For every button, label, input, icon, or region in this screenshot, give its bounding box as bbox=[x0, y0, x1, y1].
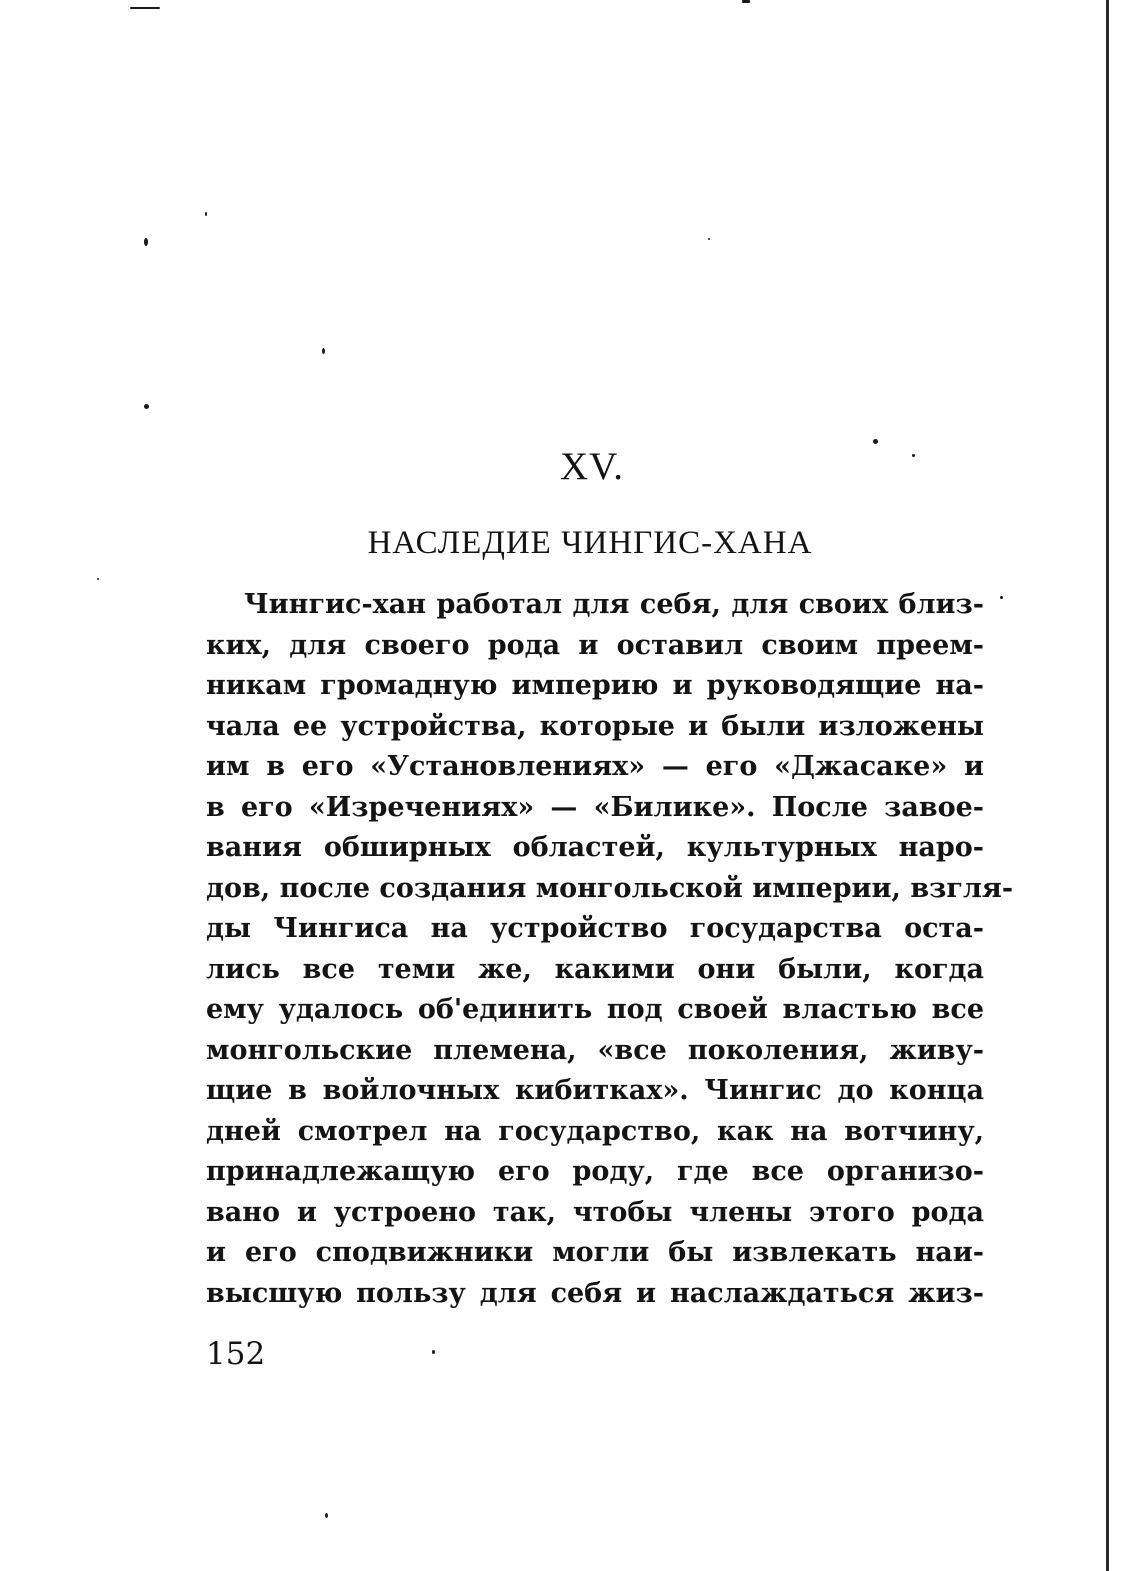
chapter-number: XV. bbox=[559, 445, 625, 488]
chapter-title: НАСЛЕДИЕ ЧИНГИС-ХАНА bbox=[367, 525, 813, 561]
scan-speck bbox=[97, 578, 99, 580]
text-line: лись все теми же, какими они были, когда bbox=[206, 953, 984, 985]
scan-speck bbox=[144, 238, 148, 246]
text-line: щие в войлочных кибитках». Чингис до конца bbox=[206, 1075, 984, 1106]
scan-speck bbox=[742, 0, 750, 3]
scan-speck bbox=[144, 404, 149, 409]
text-line: в его «Изречениях» — «Билике». После завое- bbox=[206, 791, 984, 823]
text-line: им в его «Установлениях» — его «Джасаке» и bbox=[206, 751, 984, 782]
page-number: 152 bbox=[206, 1336, 266, 1372]
scan-speck bbox=[130, 7, 160, 9]
text-line: чала ее устройства, которые и были изложены bbox=[206, 710, 984, 742]
text-line: ды Чингиса на устройство государства оста- bbox=[206, 913, 984, 944]
scan-speck bbox=[322, 348, 325, 354]
text-line: монгольские племена, «все поколения, живу- bbox=[206, 1034, 984, 1066]
text-line: вания обширных областей, культурных наро- bbox=[206, 832, 984, 863]
text-line: и его сподвижники могли бы извлекать наи- bbox=[206, 1237, 984, 1268]
scan-speck bbox=[912, 454, 915, 457]
text-line: дов, после создания монгольской империи, взгля- bbox=[206, 872, 1014, 904]
text-line: Чингис-хан работал для себя, для своих близ- bbox=[244, 589, 984, 620]
scan-speck bbox=[205, 212, 207, 216]
scan-speck bbox=[708, 238, 710, 240]
page-edge-line bbox=[1106, 0, 1109, 1571]
text-line: ких, для своего рода и оставил своим преем- bbox=[206, 629, 984, 661]
scan-speck bbox=[325, 1513, 328, 1518]
text-line: никам громадную империю и руководящие на- bbox=[206, 670, 984, 701]
chapter-body-text bbox=[206, 585, 1014, 1314]
text-line: вано и устроено так, чтобы члены этого рода bbox=[206, 1196, 984, 1228]
text-line: дней смотрел на государство, как на вотчину, bbox=[206, 1115, 984, 1147]
text-line: принадлежащую его роду, где все организо- bbox=[206, 1156, 984, 1187]
scan-speck bbox=[1000, 596, 1003, 599]
text-line: ему удалось об'единить под своей властью все bbox=[206, 994, 984, 1025]
text-line: высшую пользу для себя и наслаждаться жиз- bbox=[206, 1277, 984, 1309]
scan-speck bbox=[432, 1350, 435, 1354]
scan-speck bbox=[873, 439, 878, 444]
